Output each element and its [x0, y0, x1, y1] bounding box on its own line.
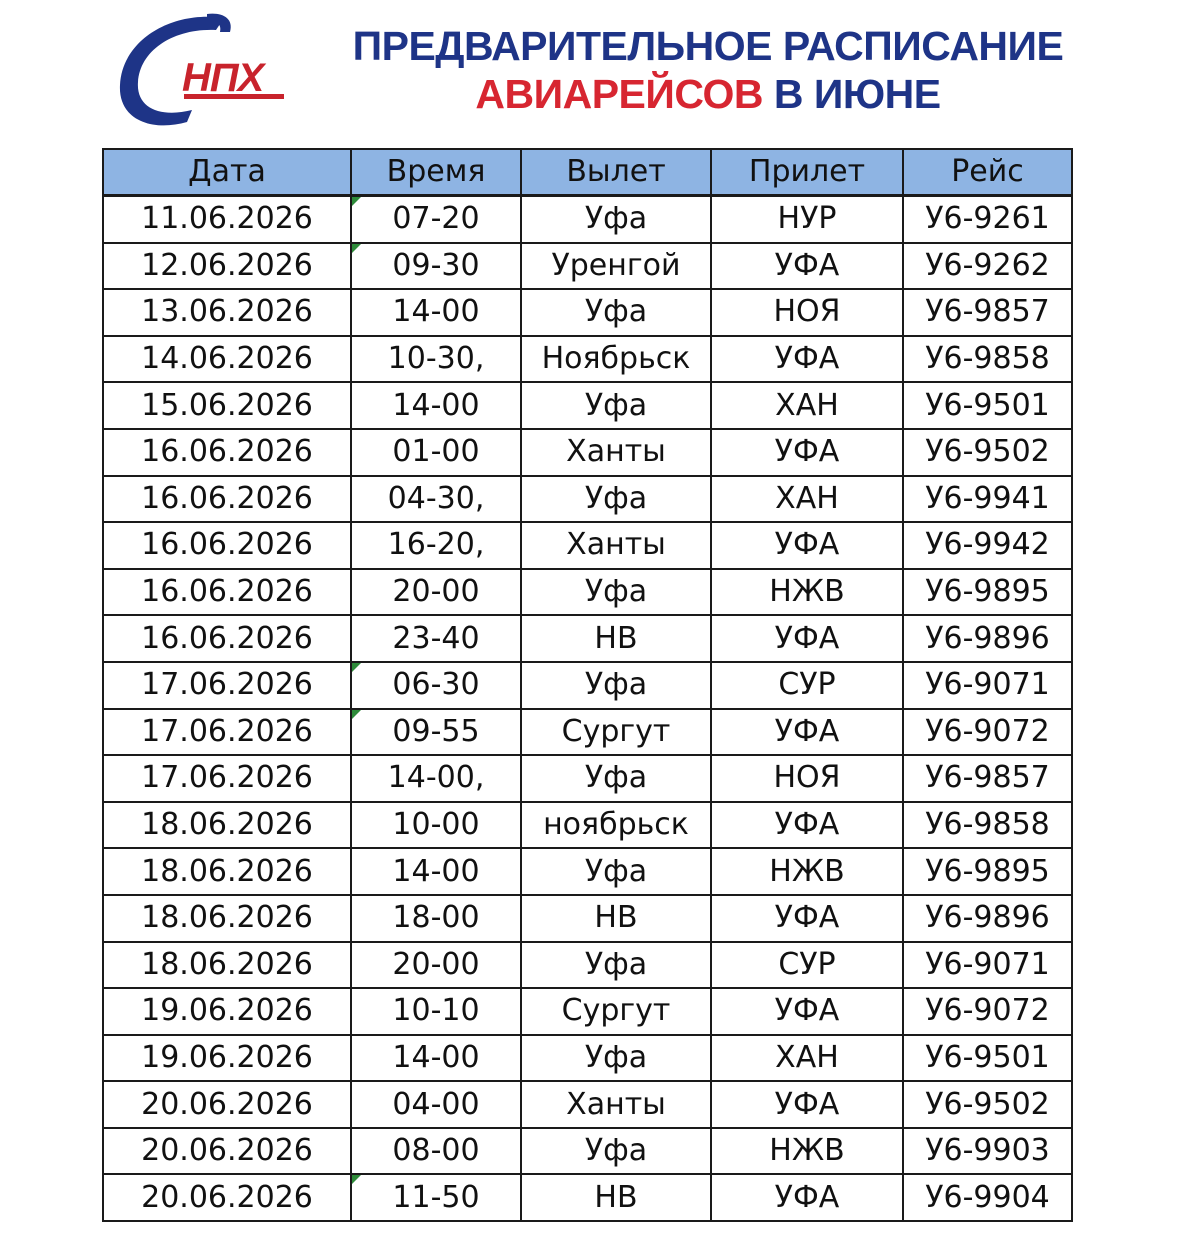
- cell-time: 04-30,: [351, 476, 521, 523]
- cell-time: 01-00: [351, 429, 521, 476]
- column-header-arrival: Прилет: [711, 149, 903, 196]
- cell-arrival: УФА: [711, 802, 903, 849]
- cell-flight-number: У6-9501: [903, 382, 1072, 429]
- cell-arrival: СУР: [711, 662, 903, 709]
- cell-date: 16.06.2026: [103, 429, 351, 476]
- table-row: [103, 196, 1072, 243]
- cell-flight-number: У6-9071: [903, 942, 1072, 989]
- cell-date: 16.06.2026: [103, 476, 351, 523]
- cell-departure: Уфа: [521, 382, 711, 429]
- cell-date: 19.06.2026: [103, 1035, 351, 1082]
- cell-departure: Ханты: [521, 1081, 711, 1128]
- cell-departure: Уфа: [521, 196, 711, 243]
- cell-flight-number: У6-9858: [903, 336, 1072, 383]
- cell-flight-number: У6-9896: [903, 895, 1072, 942]
- table-row: [103, 988, 1072, 1035]
- cell-flight-number: У6-9072: [903, 988, 1072, 1035]
- cell-arrival: УФА: [711, 522, 903, 569]
- cell-departure: Ханты: [521, 429, 711, 476]
- table-row: [103, 755, 1072, 802]
- cell-departure: НВ: [521, 1174, 711, 1221]
- cell-flight-number: У6-9261: [903, 196, 1072, 243]
- title-month: В ИЮНЕ: [773, 71, 941, 117]
- table-row: [103, 243, 1072, 290]
- cell-time: 14-00: [351, 848, 521, 895]
- cell-flight-number: У6-9903: [903, 1128, 1072, 1175]
- table-row: [103, 1081, 1072, 1128]
- cell-arrival: УФА: [711, 988, 903, 1035]
- logo-letters: НПХ: [182, 56, 264, 100]
- cell-arrival: НОЯ: [711, 289, 903, 336]
- cell-arrival: УФА: [711, 243, 903, 290]
- column-header-time: Время: [351, 149, 521, 196]
- cell-time: 14-00,: [351, 755, 521, 802]
- cell-date: 20.06.2026: [103, 1081, 351, 1128]
- cell-departure: Уфа: [521, 569, 711, 616]
- cell-date: 17.06.2026: [103, 709, 351, 756]
- column-header-flight: Рейс: [903, 149, 1072, 196]
- cell-flight-number: У6-9942: [903, 522, 1072, 569]
- cell-time: 23-40: [351, 615, 521, 662]
- table-row: [103, 289, 1072, 336]
- column-header-departure: Вылет: [521, 149, 711, 196]
- cell-flight-number: У6-9857: [903, 289, 1072, 336]
- cell-arrival: НОЯ: [711, 755, 903, 802]
- cell-departure: Уфа: [521, 662, 711, 709]
- table-row: [103, 382, 1072, 429]
- cell-arrival: ХАН: [711, 1035, 903, 1082]
- cell-time: 14-00: [351, 289, 521, 336]
- cell-date: 17.06.2026: [103, 755, 351, 802]
- cell-time: 16-20,: [351, 522, 521, 569]
- table-row: [103, 476, 1072, 523]
- cell-arrival: УФА: [711, 1174, 903, 1221]
- cell-time: 20-00: [351, 569, 521, 616]
- cell-departure: Уренгой: [521, 243, 711, 290]
- cell-departure: Уфа: [521, 848, 711, 895]
- cell-date: 13.06.2026: [103, 289, 351, 336]
- cell-time: 20-00: [351, 942, 521, 989]
- cell-flight-number: У6-9502: [903, 1081, 1072, 1128]
- cell-date: 16.06.2026: [103, 569, 351, 616]
- cell-flight-number: У6-9895: [903, 569, 1072, 616]
- cell-arrival: УФА: [711, 615, 903, 662]
- cell-date: 18.06.2026: [103, 848, 351, 895]
- cell-arrival: НЖВ: [711, 1128, 903, 1175]
- table-row: [103, 1035, 1072, 1082]
- cell-departure: НВ: [521, 615, 711, 662]
- cell-departure: Уфа: [521, 476, 711, 523]
- table-row: [103, 569, 1072, 616]
- cell-date: 20.06.2026: [103, 1128, 351, 1175]
- cell-date: 18.06.2026: [103, 802, 351, 849]
- cell-arrival: УФА: [711, 1081, 903, 1128]
- cell-arrival: ХАН: [711, 476, 903, 523]
- cell-departure: Уфа: [521, 289, 711, 336]
- title-highlight: АВИАРЕЙСОВ: [475, 71, 763, 117]
- cell-date: 20.06.2026: [103, 1174, 351, 1221]
- cell-departure: Уфа: [521, 1128, 711, 1175]
- table-row: [103, 522, 1072, 569]
- cell-departure: Ноябрьск: [521, 336, 711, 383]
- cell-arrival: УФА: [711, 895, 903, 942]
- title-line-1: ПРЕДВАРИТЕЛЬНОЕ РАСПИСАНИЕ: [352, 23, 1064, 69]
- cell-flight-number: У6-9904: [903, 1174, 1072, 1221]
- cell-arrival: НУР: [711, 196, 903, 243]
- cell-departure: Уфа: [521, 755, 711, 802]
- table-header-row: [103, 149, 1072, 196]
- company-logo: [112, 10, 292, 135]
- flight-schedule-table: [102, 148, 1073, 1222]
- cell-departure: НВ: [521, 895, 711, 942]
- cell-departure: Уфа: [521, 942, 711, 989]
- cell-departure: Сургут: [521, 988, 711, 1035]
- table-row: [103, 1174, 1072, 1221]
- cell-time: 09-30: [351, 243, 521, 290]
- table-row: [103, 895, 1072, 942]
- cell-date: 18.06.2026: [103, 895, 351, 942]
- cell-flight-number: У6-9895: [903, 848, 1072, 895]
- cell-time: 11-50: [351, 1174, 521, 1221]
- cell-departure: Ханты: [521, 522, 711, 569]
- cell-date: 14.06.2026: [103, 336, 351, 383]
- table-row: [103, 802, 1072, 849]
- table-body: [103, 196, 1072, 1222]
- cell-flight-number: У6-9262: [903, 243, 1072, 290]
- cell-arrival: НЖВ: [711, 569, 903, 616]
- column-header-date: Дата: [103, 149, 351, 196]
- cell-date: 16.06.2026: [103, 615, 351, 662]
- cell-date: 19.06.2026: [103, 988, 351, 1035]
- cell-flight-number: У6-9071: [903, 662, 1072, 709]
- cell-flight-number: У6-9501: [903, 1035, 1072, 1082]
- cell-flight-number: У6-9896: [903, 615, 1072, 662]
- cell-date: 15.06.2026: [103, 382, 351, 429]
- cell-arrival: НЖВ: [711, 848, 903, 895]
- table-row: [103, 429, 1072, 476]
- cell-time: 09-55: [351, 709, 521, 756]
- cell-departure: ноябрьск: [521, 802, 711, 849]
- cell-date: 11.06.2026: [103, 196, 351, 243]
- cell-time: 14-00: [351, 382, 521, 429]
- table-row: [103, 709, 1072, 756]
- cell-time: 10-00: [351, 802, 521, 849]
- page-title: [300, 22, 1116, 118]
- table-row: [103, 848, 1072, 895]
- cell-flight-number: У6-9072: [903, 709, 1072, 756]
- cell-departure: Уфа: [521, 1035, 711, 1082]
- cell-departure: Сургут: [521, 709, 711, 756]
- cell-time: 10-10: [351, 988, 521, 1035]
- cell-time: 18-00: [351, 895, 521, 942]
- cell-flight-number: У6-9941: [903, 476, 1072, 523]
- cell-date: 17.06.2026: [103, 662, 351, 709]
- cell-time: 10-30,: [351, 336, 521, 383]
- cell-time: 08-00: [351, 1128, 521, 1175]
- table-row: [103, 662, 1072, 709]
- table-row: [103, 336, 1072, 383]
- cell-flight-number: У6-9858: [903, 802, 1072, 849]
- cell-arrival: УФА: [711, 336, 903, 383]
- cell-time: 04-00: [351, 1081, 521, 1128]
- cell-date: 18.06.2026: [103, 942, 351, 989]
- cell-flight-number: У6-9502: [903, 429, 1072, 476]
- cell-arrival: УФА: [711, 429, 903, 476]
- cell-arrival: УФА: [711, 709, 903, 756]
- cell-flight-number: У6-9857: [903, 755, 1072, 802]
- title-line-2: [300, 70, 1116, 118]
- cell-arrival: СУР: [711, 942, 903, 989]
- cell-time: 07-20: [351, 196, 521, 243]
- table-row: [103, 1128, 1072, 1175]
- cell-time: 06-30: [351, 662, 521, 709]
- cell-arrival: ХАН: [711, 382, 903, 429]
- cell-date: 12.06.2026: [103, 243, 351, 290]
- table-row: [103, 615, 1072, 662]
- cell-time: 14-00: [351, 1035, 521, 1082]
- table-row: [103, 942, 1072, 989]
- cell-date: 16.06.2026: [103, 522, 351, 569]
